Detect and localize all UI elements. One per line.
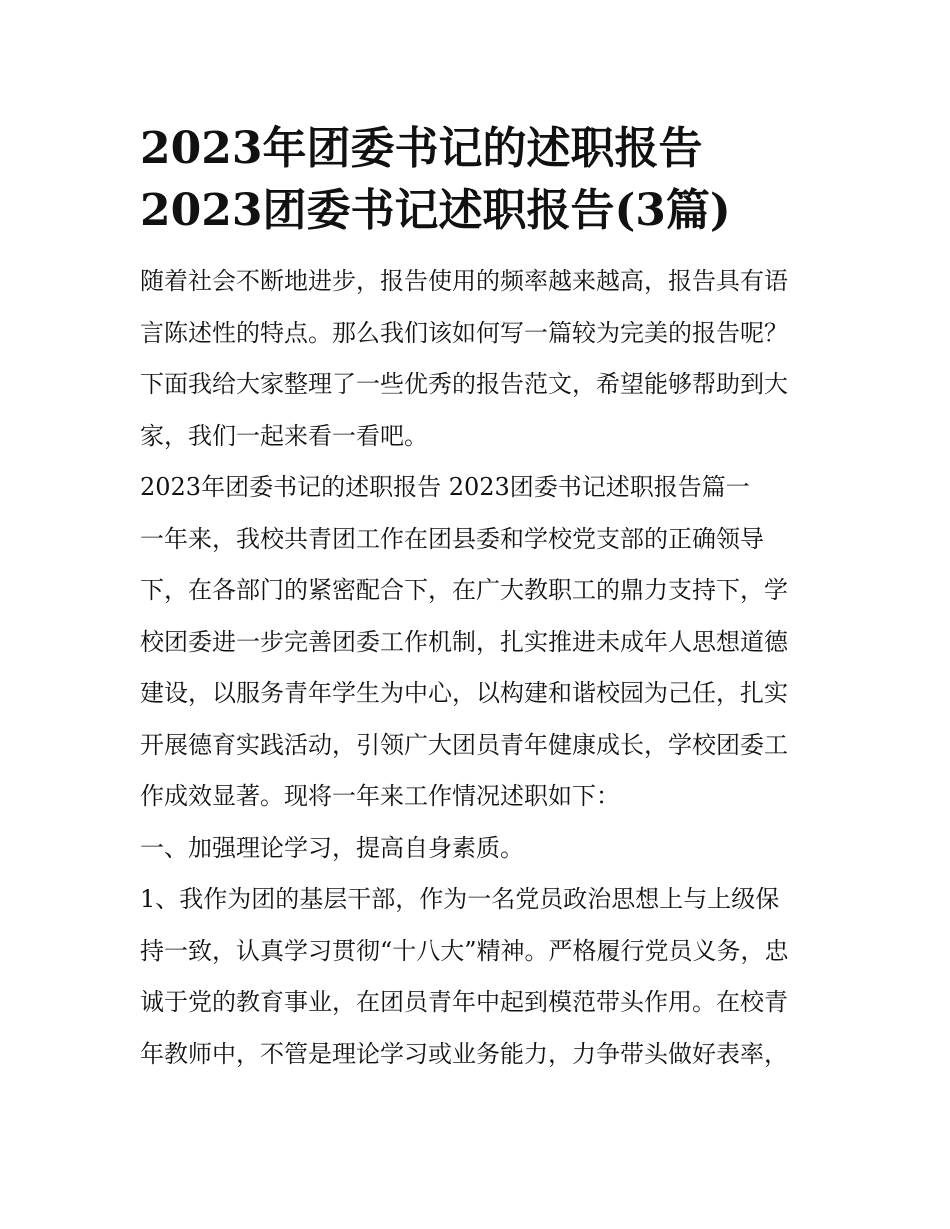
text-line: 言陈述性的特点。那么我们该如何写一篇较为完美的报告呢？	[140, 318, 788, 347]
text-line: 年教师中，不管是理论学习或业务能力，力争带头做好表率，	[140, 1039, 788, 1068]
intro-paragraph	[140, 256, 820, 462]
text-line: 1、我作为团的基层干部，作为一名党员政治思想上与上级保	[140, 885, 780, 913]
section-title	[140, 462, 820, 514]
text-line: 诚于党的教育事业，在团员青年中起到模范带头作用。在校青	[140, 988, 788, 1016]
text-line: 一、加强理论学习，提高自身素质。	[140, 833, 524, 862]
item-paragraph	[140, 874, 820, 1080]
text-line: 建设，以服务青年学生为中心，以构建和谐校园为己任，扎实	[140, 679, 788, 707]
text-line: 作成效显著。现将一年来工作情况述职如下：	[140, 782, 620, 810]
text-line: 持一致，认真学习贯彻“十八大”精神。严格履行党员义务，忠	[140, 936, 789, 965]
text-line: 开展德育实践活动，引领广大团员青年健康成长，学校团委工	[140, 730, 788, 759]
body-paragraph	[140, 514, 820, 823]
text-line: 2023年团委书记的述职报告 2023团委书记述职报告篇一	[140, 473, 750, 501]
text-line: 校团委进一步完善团委工作机制，扎实推进未成年人思想道德	[140, 627, 788, 656]
title-line: 2023年团委书记的述职报告	[140, 123, 703, 174]
text-line: 下面我给大家整理了一些优秀的报告范文，希望能够帮助到大	[140, 370, 788, 398]
text-line: 一年来，我校共青团工作在团县委和学校党支部的正确领导	[140, 524, 764, 553]
subheading	[140, 823, 820, 875]
title-line: 2023团委书记述职报告(3篇)	[140, 185, 731, 236]
text-line: 下，在各部门的紧密配合下，在广大教职工的鼎力支持下，学	[140, 576, 788, 604]
document-title	[140, 118, 820, 242]
text-line: 随着社会不断地进步，报告使用的频率越来越高，报告具有语	[140, 267, 788, 295]
text-line: 家，我们一起来看一看吧。	[140, 421, 428, 450]
document-page	[140, 118, 820, 1080]
